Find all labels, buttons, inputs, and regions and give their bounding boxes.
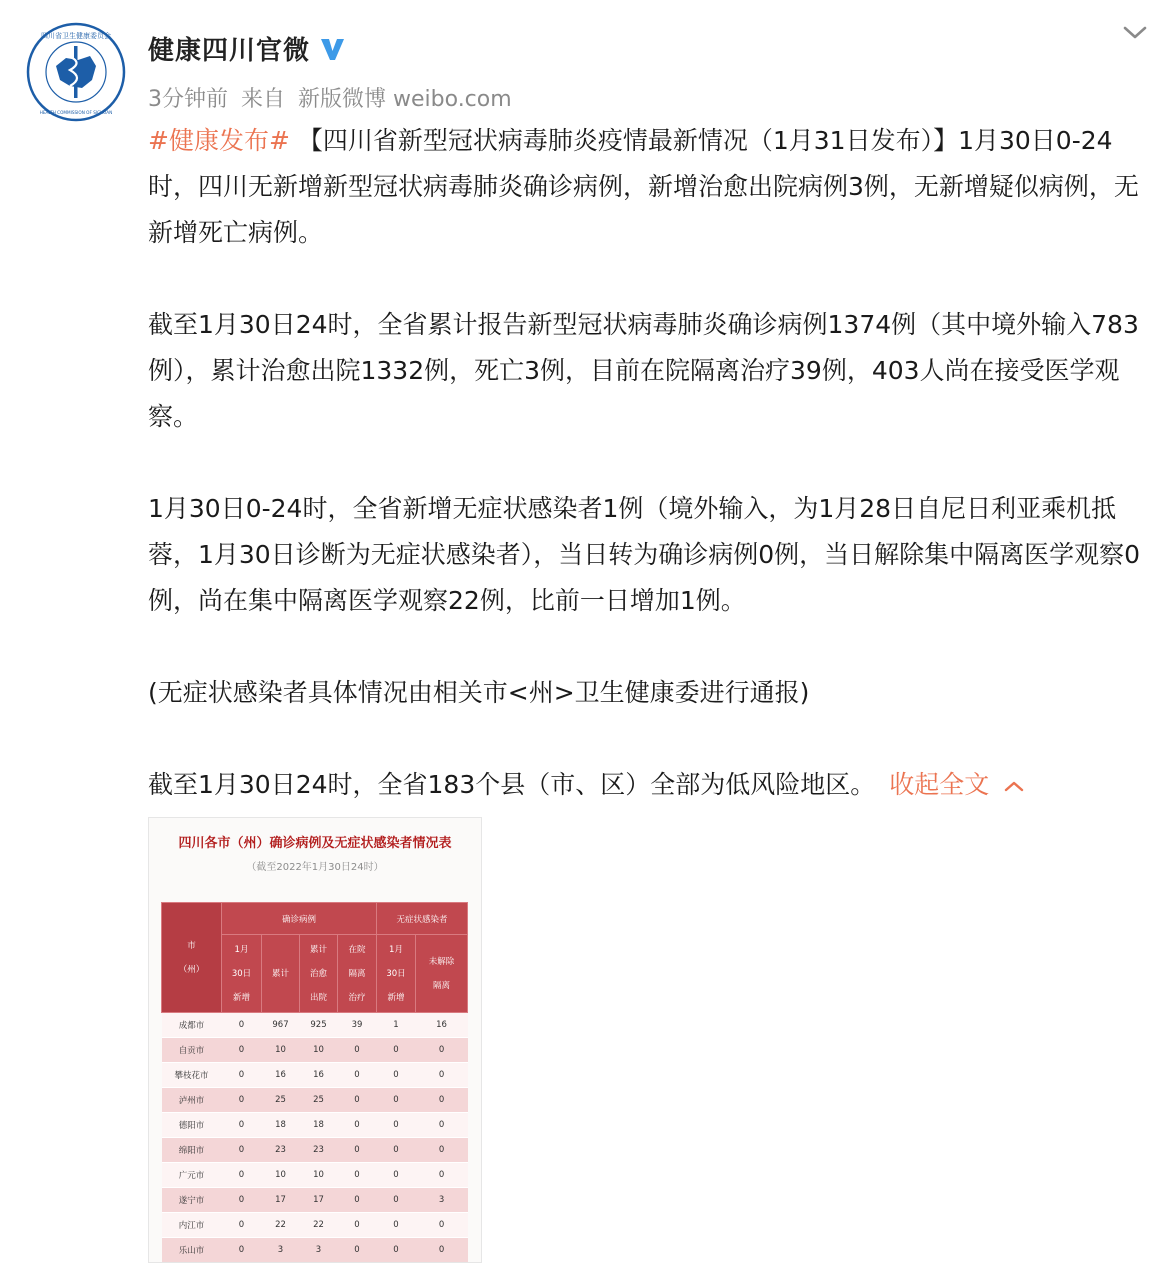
table-cell: 25	[300, 1088, 338, 1113]
table-cell-city: 德阳市	[162, 1113, 222, 1138]
table-cell-city: 广元市	[162, 1163, 222, 1188]
header-column: 1月 30日 新增	[222, 935, 262, 1013]
table-cell: 10	[300, 1163, 338, 1188]
table-cell: 17	[300, 1188, 338, 1213]
header-column: 在院 隔离 治疗	[338, 935, 377, 1013]
table-row	[162, 1238, 468, 1263]
post-paragraph	[148, 762, 1148, 808]
table-row	[162, 1088, 468, 1113]
post-source: 新版微博 weibo.com	[298, 87, 512, 112]
table-cell-city: 内江市	[162, 1213, 222, 1238]
image-subtitle: （截至2022年1月30日24时）	[246, 862, 384, 873]
table-cell: 23	[262, 1138, 300, 1163]
post-paragraph: 1月30日0-24时，全省新增无症状感染者1例（境外输入，为1月28日自尼日利亚乘机抵蓉，1月30日诊断为无症状感染者），当日转为确诊病例0例，当日解除集中隔离医学观察0例，尚在集中隔离医学观察22例，比前一日增加1例。	[148, 494, 1141, 615]
svg-text:四川省卫生健康委员会: 四川省卫生健康委员会	[41, 32, 111, 40]
table-cell: 0	[338, 1038, 377, 1063]
table-cell: 17	[262, 1188, 300, 1213]
table-cell: 0	[377, 1138, 416, 1163]
table-cell: 0	[377, 1213, 416, 1238]
source-prefix: 来自	[241, 87, 286, 112]
table-cell: 16	[262, 1063, 300, 1088]
table-cell-city: 遂宁市	[162, 1188, 222, 1213]
table-cell: 18	[262, 1113, 300, 1138]
header-asymptomatic: 无症状感染者	[377, 903, 468, 935]
table-cell: 0	[222, 1038, 262, 1063]
header-city: 市 （州）	[162, 903, 222, 1013]
post-text: 【四川省新型冠状病毒肺炎疫情最新情况（1月31日发布）】1月30日0-24时，四川无新增新型冠状病毒肺炎确诊病例，新增治愈出院病例3例，无新增疑似病例，无新增死亡病例。	[148, 126, 1139, 247]
table-row	[162, 1188, 468, 1213]
table-row	[162, 1138, 468, 1163]
table-row	[162, 1163, 468, 1188]
table-cell: 0	[222, 1163, 262, 1188]
table-cell: 0	[338, 1238, 377, 1263]
table-cell: 0	[338, 1163, 377, 1188]
table-cell: 0	[416, 1063, 468, 1088]
table-cell: 0	[338, 1063, 377, 1088]
table-cell: 0	[222, 1088, 262, 1113]
table-cell: 0	[338, 1088, 377, 1113]
table-cell: 0	[222, 1188, 262, 1213]
header-confirmed: 确诊病例	[222, 903, 377, 935]
table-cell: 0	[377, 1038, 416, 1063]
table-cell: 18	[300, 1113, 338, 1138]
table-cell: 10	[262, 1163, 300, 1188]
table-row	[162, 1113, 468, 1138]
table-row	[162, 1213, 468, 1238]
header-column: 累计	[262, 935, 300, 1013]
table-row	[162, 1038, 468, 1063]
post-paragraph: 截至1月30日24时，全省累计报告新型冠状病毒肺炎确诊病例1374例（其中境外输入783例），累计治愈出院1332例，死亡3例，目前在院隔离治疗39例，403人尚在接受医学观察。	[148, 310, 1139, 431]
collapse-label: 收起全文	[889, 770, 990, 799]
table-cell: 16	[300, 1063, 338, 1088]
table-cell: 0	[377, 1188, 416, 1213]
table-cell: 0	[338, 1113, 377, 1138]
avatar[interactable]	[26, 22, 126, 122]
post-text: 截至1月30日24时，全省183个县（市、区）全部为低风险地区。	[148, 770, 876, 799]
table-cell: 0	[338, 1188, 377, 1213]
image-title: 四川各市（州）确诊病例及无症状感染者情况表	[178, 836, 452, 851]
header-column: 未解除 隔离	[416, 935, 468, 1013]
attached-image[interactable]	[148, 817, 482, 1263]
table-cell: 16	[416, 1013, 468, 1038]
table-cell: 3	[300, 1238, 338, 1263]
hashtag-link[interactable]: #健康发布#	[148, 126, 290, 155]
table-cell: 10	[300, 1038, 338, 1063]
table-cell: 0	[222, 1238, 262, 1263]
table-cell: 22	[262, 1213, 300, 1238]
author-name[interactable]: 健康四川官微	[148, 36, 311, 66]
header-column: 1月 30日 新增	[377, 935, 416, 1013]
table-cell: 0	[377, 1088, 416, 1113]
table-cell: 22	[300, 1213, 338, 1238]
table-cell: 0	[377, 1238, 416, 1263]
more-options-button[interactable]	[1120, 20, 1150, 44]
post-time[interactable]: 3分钟前	[148, 87, 228, 112]
collapse-button[interactable]	[889, 770, 1025, 799]
table-cell: 967	[262, 1013, 300, 1038]
table-cell: 0	[222, 1113, 262, 1138]
table-cell: 0	[377, 1163, 416, 1188]
table-cell-city: 攀枝花市	[162, 1063, 222, 1088]
table-cell: 3	[416, 1188, 468, 1213]
table-cell: 10	[262, 1038, 300, 1063]
author-header	[148, 30, 346, 67]
table-cell: 0	[222, 1013, 262, 1038]
svg-text:HEALTH COMMISSION OF SICHUAN: HEALTH COMMISSION OF SICHUAN	[39, 110, 113, 115]
table-cell-city: 成都市	[162, 1013, 222, 1038]
post-paragraph	[148, 118, 1148, 256]
health-commission-seal-icon	[26, 22, 126, 122]
chevron-up-icon	[1003, 779, 1025, 793]
post-meta	[148, 82, 512, 113]
table-cell: 0	[416, 1213, 468, 1238]
table-cell: 0	[416, 1138, 468, 1163]
table-cell-city: 自贡市	[162, 1038, 222, 1063]
post-paragraph: (无症状感染者具体情况由相关市<州>卫生健康委进行通报)	[148, 678, 810, 707]
table-cell: 0	[338, 1213, 377, 1238]
table-row	[162, 1013, 468, 1038]
header-column: 累计 治愈 出院	[300, 935, 338, 1013]
post-body	[148, 118, 1148, 808]
chevron-down-icon	[1120, 20, 1150, 44]
table-cell-city: 泸州市	[162, 1088, 222, 1113]
table-cell-city: 乐山市	[162, 1238, 222, 1263]
table-cell: 0	[377, 1113, 416, 1138]
table-cell: 39	[338, 1013, 377, 1038]
table-cell-city: 绵阳市	[162, 1138, 222, 1163]
table-cell: 0	[416, 1163, 468, 1188]
verified-v-icon	[318, 35, 346, 63]
table-cell: 3	[262, 1238, 300, 1263]
table-cell: 25	[262, 1088, 300, 1113]
table-cell: 0	[222, 1063, 262, 1088]
cases-table	[161, 902, 468, 1263]
table-cell: 23	[300, 1138, 338, 1163]
table-cell: 0	[416, 1113, 468, 1138]
table-cell: 0	[416, 1088, 468, 1113]
table-row	[162, 1063, 468, 1088]
table-cell: 0	[377, 1063, 416, 1088]
table-cell: 0	[222, 1138, 262, 1163]
table-cell: 0	[416, 1238, 468, 1263]
table-cell: 0	[222, 1213, 262, 1238]
table-cell: 0	[338, 1138, 377, 1163]
table-cell: 925	[300, 1013, 338, 1038]
table-cell: 0	[416, 1038, 468, 1063]
table-cell: 1	[377, 1013, 416, 1038]
